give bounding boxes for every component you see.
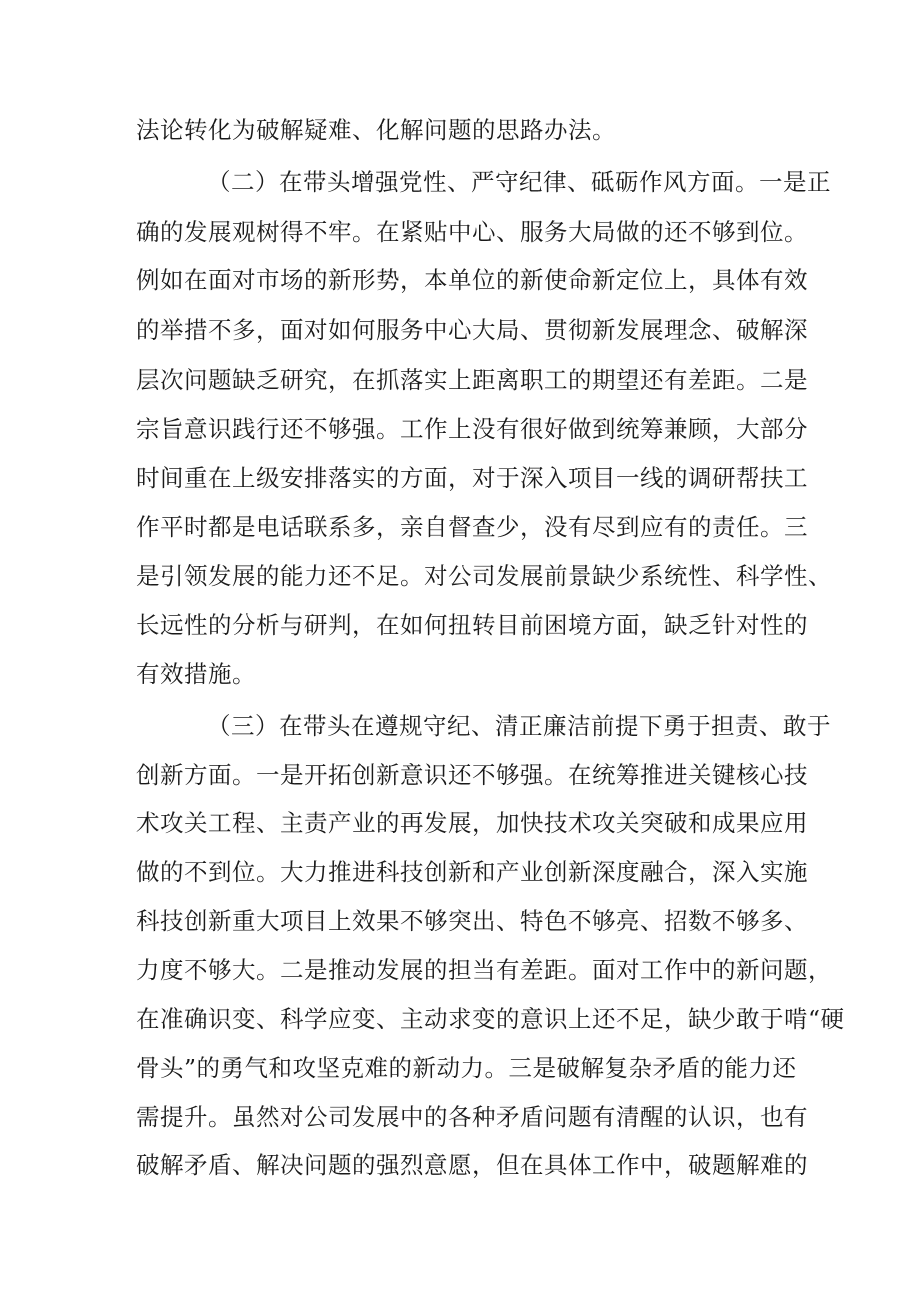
text-line: 创新方面。一是开拓创新意识还不够强。在统筹推进关键核心技	[136, 761, 808, 789]
section-heading-line: （三）在带头在遵规守纪、清正廉洁前提下勇于担责、敢于	[207, 712, 831, 740]
text-line: 确的发展观树得不牢。在紧贴中心、服务大局做的还不够到位。	[136, 218, 808, 246]
text-line: 需提升。虽然对公司发展中的各种矛盾问题有清醒的认识，也有	[136, 1103, 808, 1131]
text-line: 骨头”的勇气和攻坚克难的新动力。三是破解复杂矛盾的能力还	[136, 1054, 797, 1082]
text-line: 做的不到位。大力推进科技创新和产业创新深度融合，深入实施	[136, 858, 808, 886]
text-line: 层次问题缺乏研究，在抓落实上距离职工的期望还有差距。二是	[136, 366, 808, 394]
text-line: 科技创新重大项目上效果不够突出、特色不够亮、招数不够多、	[136, 907, 808, 935]
text-line: 有效措施。	[136, 660, 256, 688]
section-heading-line: （二）在带头增强党性、严守纪律、砥砺作风方面。一是正	[207, 168, 831, 196]
text-line: 长远性的分析与研判，在如何扭转目前困境方面，缺乏针对性的	[136, 611, 808, 639]
text-line: 术攻关工程、主责产业的再发展，加快技术攻关突破和成果应用	[136, 809, 808, 837]
text-line: 破解矛盾、解决问题的强烈意愿，但在具体工作中，破题解难的	[136, 1151, 808, 1179]
text-line: 在准确识变、科学应变、主动求变的意识上还不足，缺少敢于啃“硬	[136, 1005, 845, 1033]
text-line: 法论转化为破解疑难、化解问题的思路办法。	[136, 116, 616, 144]
text-line: 时间重在上级安排落实的方面，对于深入项目一线的调研帮扶工	[136, 464, 808, 492]
text-line: 宗旨意识践行还不够强。工作上没有很好做到统筹兼顾，大部分	[136, 415, 808, 443]
text-line: 作平时都是电话联系多，亲自督查少，没有尽到应有的责任。三	[136, 513, 808, 541]
text-line: 是引领发展的能力还不足。对公司发展前景缺少系统性、科学性、	[136, 562, 832, 590]
text-line: 例如在面对市场的新形势，本单位的新使命新定位上，具体有效	[136, 266, 808, 294]
text-line: 的举措不多，面对如何服务中心大局、贯彻新发展理念、破解深	[136, 316, 808, 344]
text-line: 力度不够大。二是推动发展的担当有差距。面对工作中的新问题，	[136, 956, 832, 984]
